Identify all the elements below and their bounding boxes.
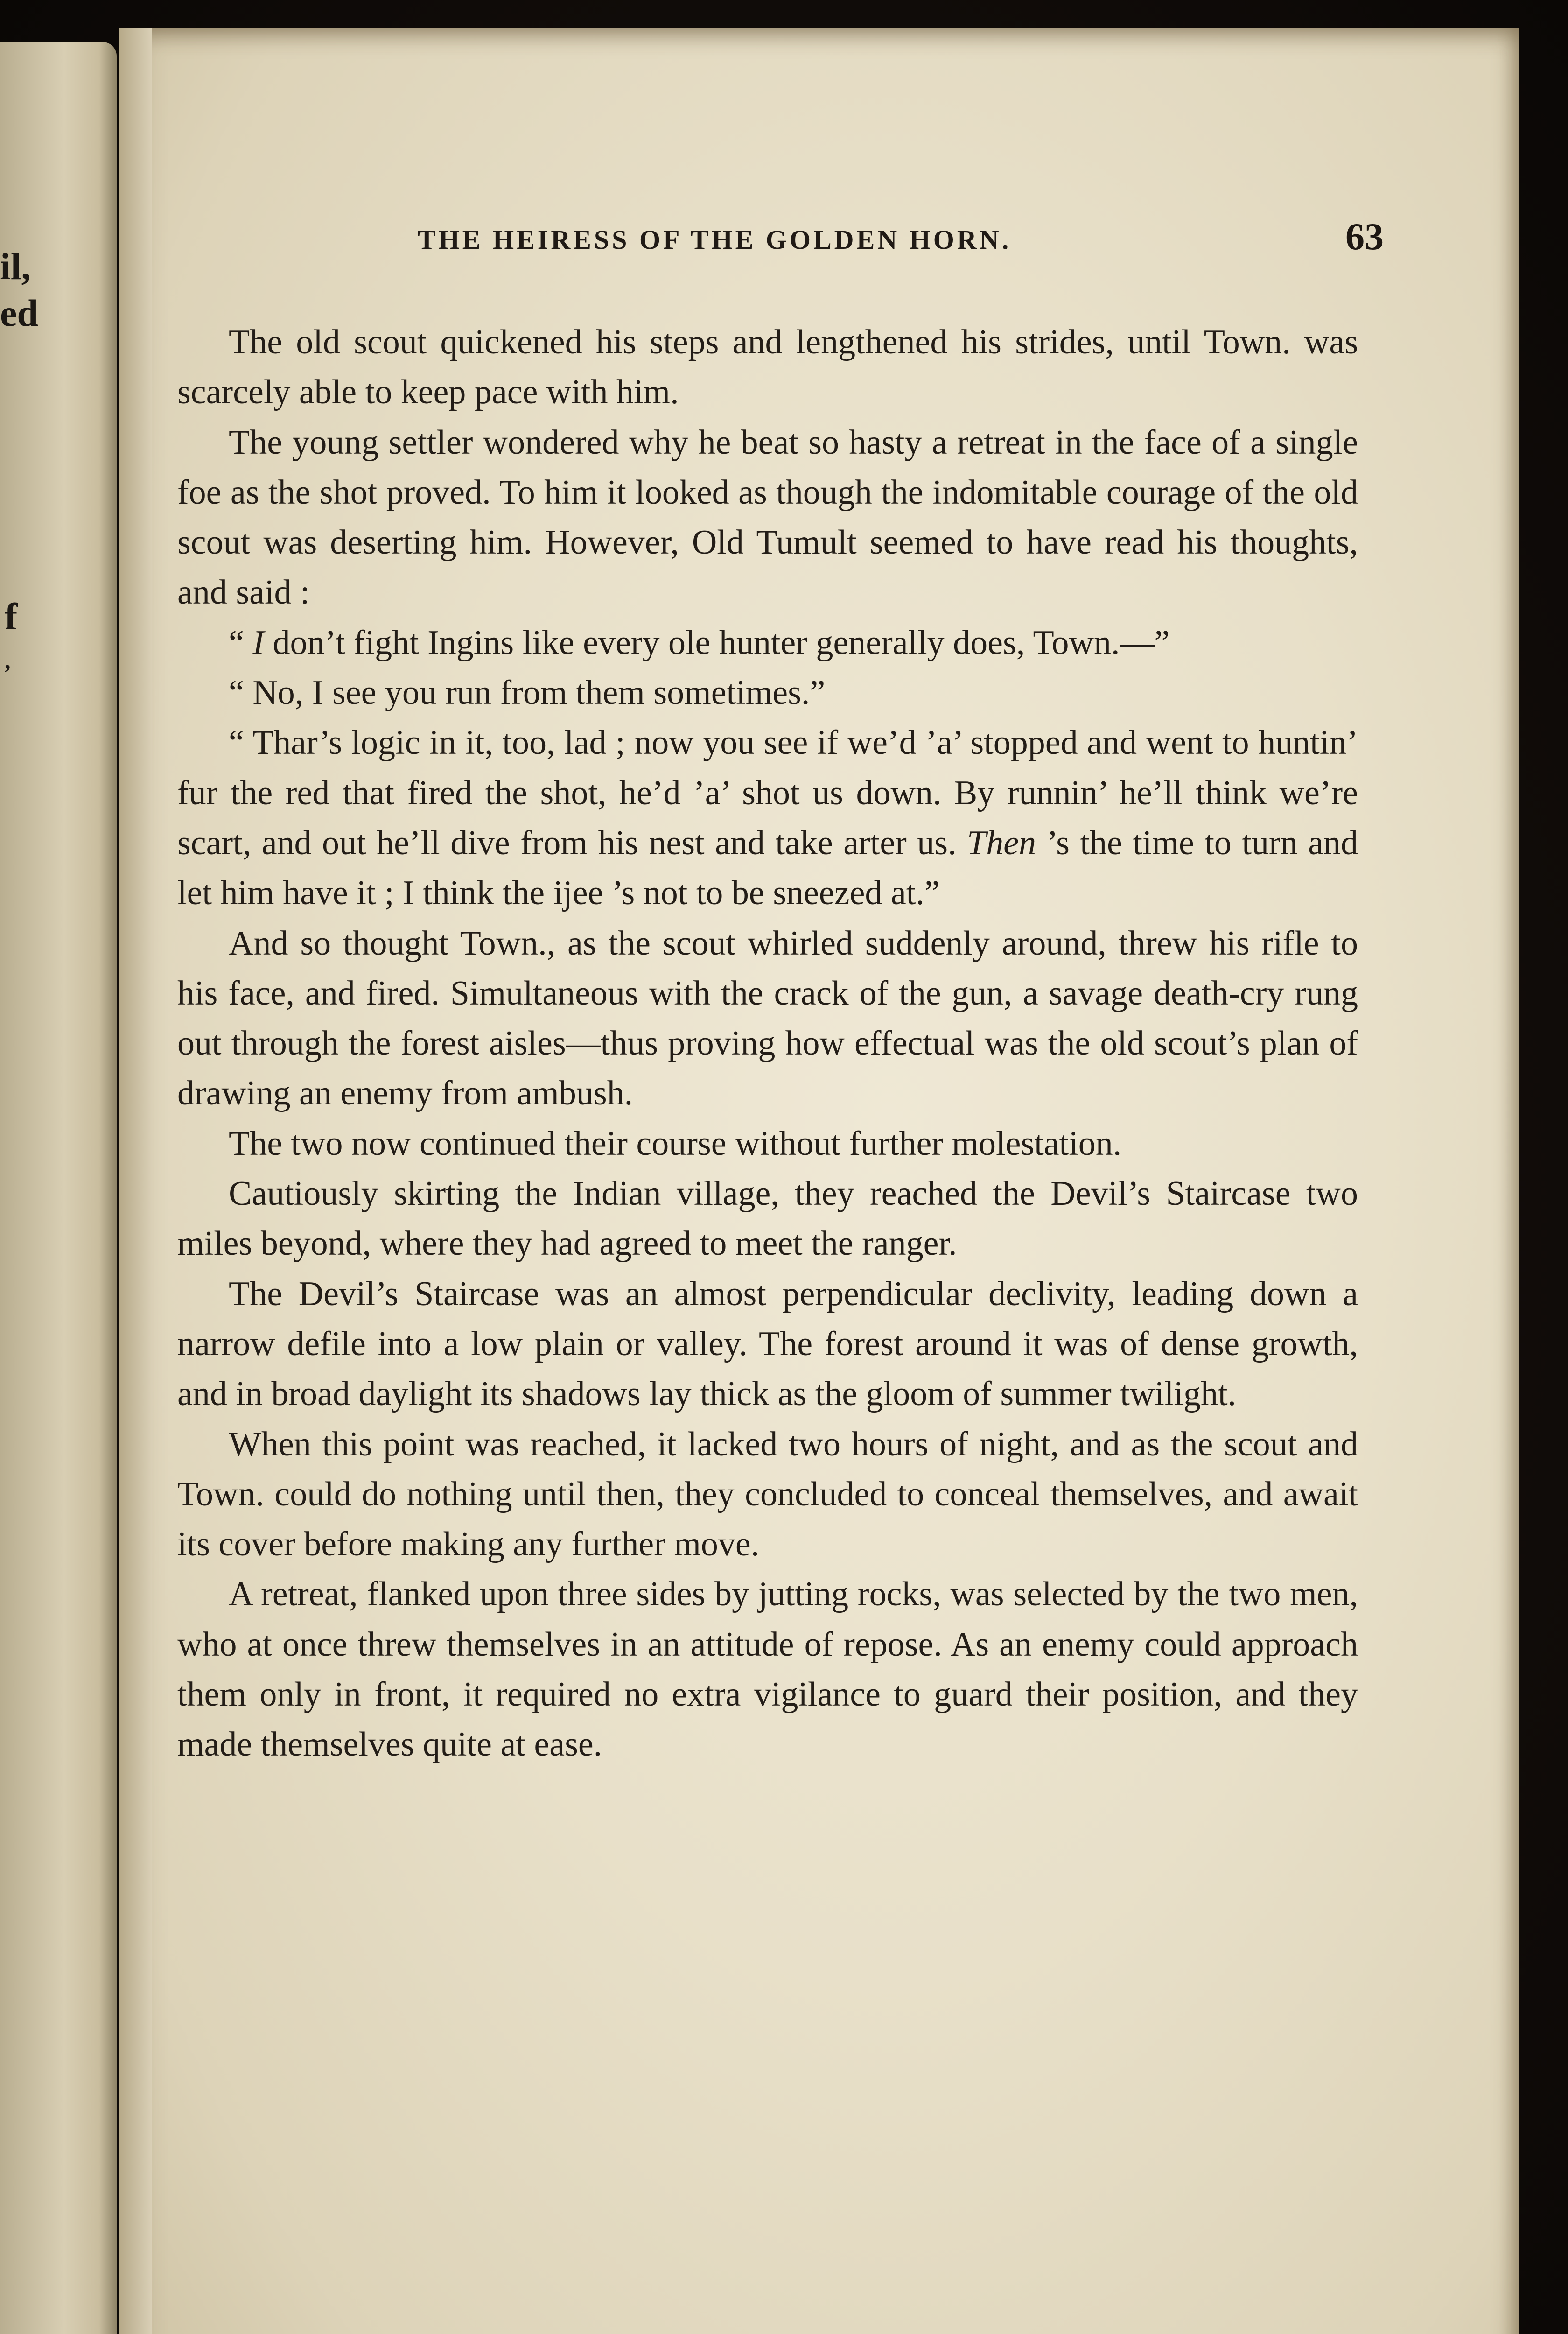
paragraph-text: “ Thar’s logic in it, too, lad ; now you see if we’d ’a’ stopped and went to huntin’ fur the red that fired the shot, he’d ’a’ shot us down. By runnin’ he’ll think we’re scart, and out he’ll dive from his nest and take arter us. [177, 724, 1358, 862]
paragraph: Cautiously skirting the Indian village, they reached the Devil’s Staircase two miles beyond, where they had agreed to meet the ranger. [177, 1174, 1358, 1263]
facing-page-edge [0, 42, 117, 2334]
paragraph [177, 718, 1358, 918]
facing-page-fragment: ed [0, 292, 38, 334]
paragraph [177, 618, 1358, 668]
facing-page-fragment: , [5, 647, 11, 674]
page-number: 63 [1345, 215, 1384, 258]
paragraph-text: don’t fight Ingins like every ole hunter generally does, Town.—” [264, 623, 1170, 662]
facing-page-fragment: f [5, 595, 18, 638]
paragraph: “ No, I see you run from them sometimes.” [229, 674, 826, 712]
paragraph: The Devil’s Staircase was an almost perpendicular declivity, leading down a narrow defile into a low plain or valley. The forest around it was of dense growth, and in broad daylight its shadows lay thick as the gloom of summer twilight. [177, 1274, 1358, 1413]
paragraph: When this point was reached, it lacked two hours of night, and as the scout and Town. could do nothing until then, they concluded to conceal themselves, and await its cover before making any further move. [177, 1425, 1358, 1564]
italic-text: I [252, 623, 265, 662]
paragraph: The old scout quickened his steps and lengthened his strides, until Town. was scarcely able to keep pace with him. [177, 323, 1358, 412]
italic-text: Then [967, 823, 1036, 862]
facing-page-fragment: il, [0, 245, 31, 288]
page-spine-edge [119, 28, 152, 2334]
paragraph: The two now continued their course without further molestation. [229, 1124, 1122, 1163]
paragraph: A retreat, flanked upon three sides by jutting rocks, was selected by the two men, who at once threw themselves in an attitude of repose. As an enemy could approach them only in front, it required no extra vigilance to guard their position, and they made themselves quite at ease. [177, 1575, 1358, 1764]
book-page [119, 28, 1519, 2334]
paragraph-text: ’s the time to turn and let him have it ; I think the ijee ’s not to be sneezed at.” [177, 823, 1358, 913]
running-title: THE HEIRESS OF THE GOLDEN HORN. [418, 225, 1012, 255]
paragraph: The young settler wondered why he beat so hasty a retreat in the face of a single foe as the shot proved. To him it looked as though the indomitable courage of the old scout was deserting him. However, Old Tumult seemed to have read his thoughts, and said : [177, 423, 1358, 612]
paragraph-text: “ [229, 623, 253, 662]
body-text [177, 317, 1358, 1770]
paragraph: And so thought Town., as the scout whirled suddenly around, threw his rifle to his face, and fired. Simultaneous with the crack of the gun, a savage death-cry rung out through the forest aisles—thus proving how effectual was the old scout’s plan of drawing an enemy from ambush. [177, 924, 1358, 1113]
running-head [175, 215, 1384, 261]
